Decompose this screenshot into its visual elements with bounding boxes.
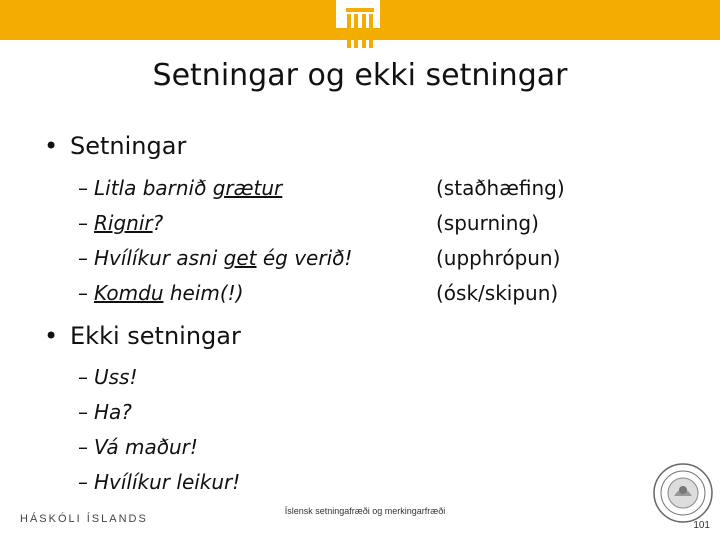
type-label: (upphrópun): [436, 246, 561, 270]
example-list: [78, 171, 352, 311]
dash: –: [78, 211, 88, 235]
list-item: [78, 206, 352, 241]
bullet-ekki-setningar: [44, 322, 241, 350]
university-seal-icon: [652, 462, 714, 524]
list-item: [78, 241, 352, 276]
item-underlined: Komdu: [94, 281, 164, 305]
dash: –: [78, 281, 88, 305]
bullet-label: Ekki setningar: [70, 322, 241, 350]
item-text: ég verið!: [256, 246, 353, 270]
type-label: (spurning): [436, 211, 539, 235]
list-item: [78, 395, 240, 430]
item-underlined: grætur: [212, 176, 283, 200]
university-name: HÁSKÓLI ÍSLANDS: [20, 513, 148, 525]
type-label: (ósk/skipun): [436, 281, 559, 305]
item-text: Hvílíkur leikur!: [94, 470, 241, 494]
dash: –: [78, 176, 88, 200]
item-text: Litla barnið: [94, 176, 213, 200]
list-item: [78, 360, 240, 395]
list-item: [78, 430, 240, 465]
dash: –: [78, 435, 88, 459]
sentence-type-labels: [436, 171, 565, 311]
item-text: Ha?: [94, 400, 132, 424]
dash: –: [78, 365, 88, 389]
list-item: [78, 276, 352, 311]
slide-title: Setningar og ekki setningar: [152, 58, 568, 93]
item-text: heim(!): [163, 281, 244, 305]
dash: –: [78, 400, 88, 424]
course-footer: Íslensk setningafræði og merkingarfræði: [284, 506, 446, 516]
item-text: Vá maður!: [94, 435, 198, 459]
item-text: Hvílíkur asni: [94, 246, 224, 270]
list-item: [78, 171, 352, 206]
item-text: ?: [152, 211, 164, 235]
bullet-symbol: •: [44, 322, 59, 350]
item-underlined: Rignir: [94, 211, 153, 235]
bullet-symbol: •: [44, 132, 59, 160]
dash: –: [78, 470, 88, 494]
type-label: (staðhæfing): [436, 176, 565, 200]
bullet-label: Setningar: [70, 132, 187, 160]
item-underlined: get: [223, 246, 257, 270]
list-item: [78, 465, 240, 500]
bullet-setningar: [44, 132, 186, 160]
item-text: Uss!: [94, 365, 138, 389]
non-sentence-list: [78, 360, 240, 500]
university-pillars-icon: [346, 8, 374, 48]
page-number: 101: [693, 520, 710, 531]
dash: –: [78, 246, 88, 270]
